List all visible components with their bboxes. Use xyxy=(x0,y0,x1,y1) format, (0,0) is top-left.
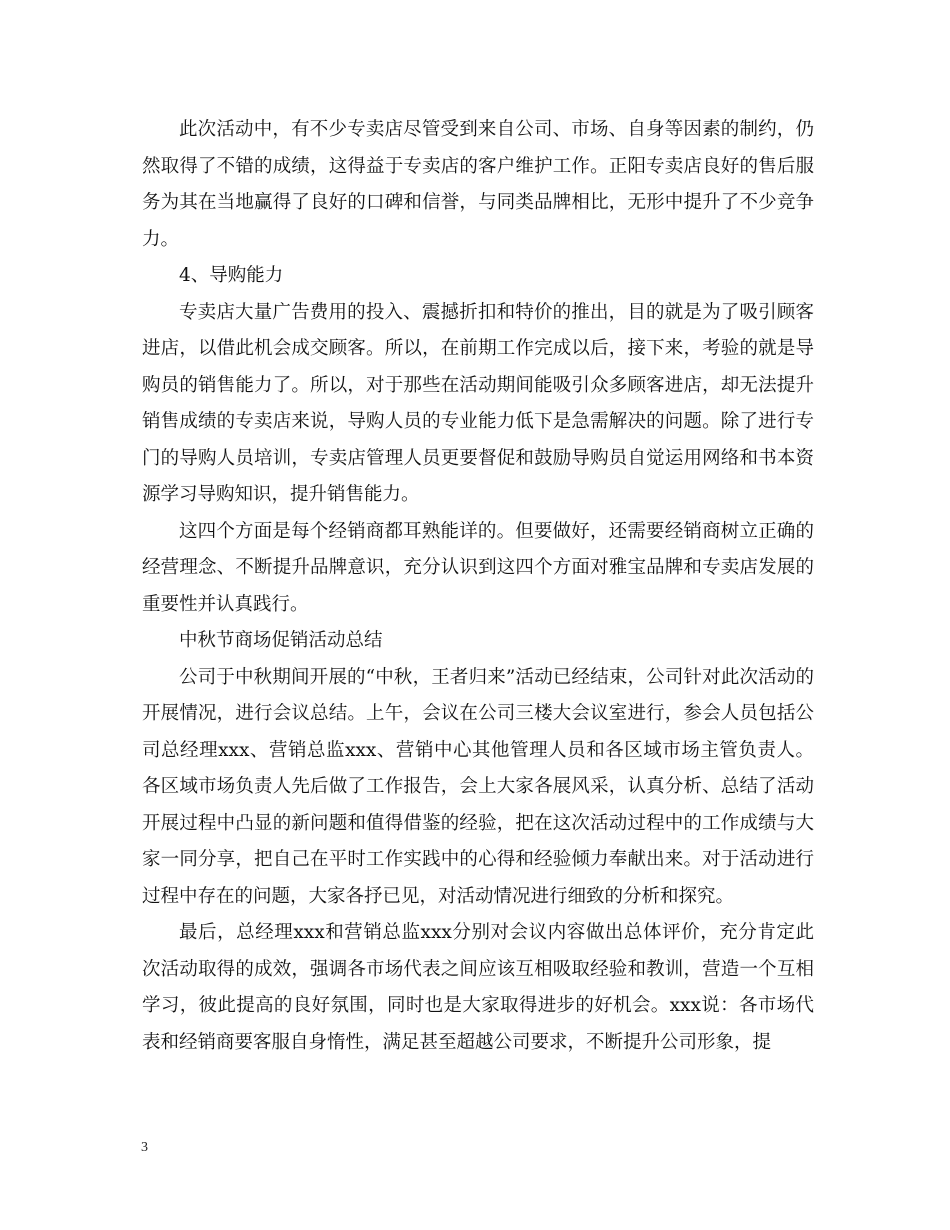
page-number: 3 xyxy=(141,1140,148,1155)
paragraph-sales-guide-ability: 专卖店大量广告费用的投入、震撼折扣和特价的推出，目的就是为了吸引顾客进店，以借此机会成交顾客。所以，在前期工作完成以后，接下来，考验的就是导购员的销售能力了。所以，对于那些在活动期间能吸引众多顾客进店，却无法提升销售成绩的专卖店来说，导购人员的专业能力低下是急需解决的问题。除了进行专门的导购人员培训，专卖店管理人员更要督促和鼓励导购员自觉运用网络和书本资源学习导购知识，提升销售能力。 xyxy=(142,301,814,505)
document-body xyxy=(142,112,814,1061)
paragraph-final-evaluation: 最后，总经理xxx和营销总监xxx分别对会议内容做出总体评价，充分肯定此次活动取得的成效，强调各市场代表之间应该互相吸取经验和教训，营造一个互相学习，彼此提高的良好氛围，同时也是大家取得进步的好机会。xxx说：各市场代表和经销商要客服自身惰性，满足甚至超越公司要求，不断提升公司形象，提 xyxy=(142,922,814,1053)
paragraph-customer-maintenance: 此次活动中，有不少专卖店尽管受到来自公司、市场、自身等因素的制约，仍然取得了不错的成绩，这得益于专卖店的客户维护工作。正阳专卖店良好的售后服务为其在当地赢得了良好的口碑和信誉，与同类品牌相比，无形中提升了不少竞争力。 xyxy=(142,119,814,250)
section-heading-sales-guide: 4、导购能力 xyxy=(179,265,284,286)
paragraph-meeting-summary: 公司于中秋期间开展的“中秋，王者归来”活动已经结束，公司针对此次活动的开展情况，进行会议总结。上午，会议在公司三楼大会议室进行，参会人员包括公司总经理xxx、营销总监xxx、营销中心其他管理人员和各区域市场主管负责人。各区域市场负责人先后做了工作报告，会上大家各展风采，认真分析、总结了活动开展过程中凸显的新问题和值得借鉴的经验，把在这次活动过程中的工作成绩与大家一同分享，把自己在平时工作实践中的心得和经验倾力奉献出来。对于活动进行过程中存在的问题，大家各抒已见，对活动情况进行细致的分析和探究。 xyxy=(142,666,814,907)
section-heading-mid-autumn-summary: 中秋节商场促销活动总结 xyxy=(179,630,383,651)
paragraph-four-aspects: 这四个方面是每个经销商都耳熟能详的。但要做好，还需要经销商树立正确的经营理念、不断提升品牌意识，充分认识到这四个方面对雅宝品牌和专卖店发展的重要性并认真践行。 xyxy=(142,520,814,615)
